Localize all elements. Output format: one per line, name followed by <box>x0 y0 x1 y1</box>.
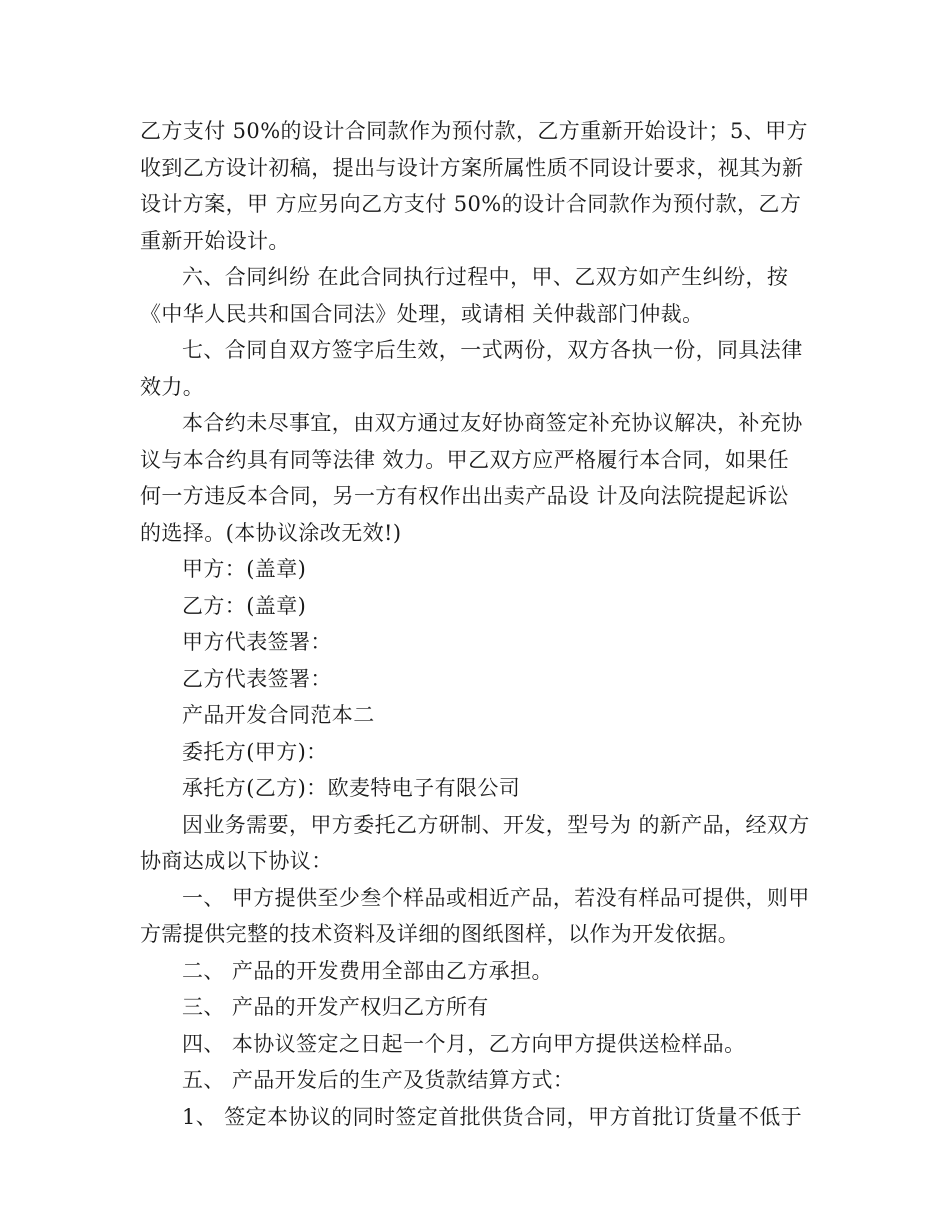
paragraph <box>140 405 820 551</box>
document-body <box>140 113 820 1135</box>
paragraph <box>140 697 820 734</box>
text-line: 何一方违反本合同，另一方有权作出出卖产品设 计及向法院提起诉讼 <box>140 484 790 508</box>
text-line: 二、 产品的开发费用全部由乙方承担。 <box>182 958 553 983</box>
text-line: 协商达成以下协议： <box>140 849 333 873</box>
text-line: 重新开始设计。 <box>140 228 290 253</box>
text-line: 方需提供完整的技术资料及详细的图纸图样，以作为开发依据。 <box>140 922 740 946</box>
paragraph <box>140 588 820 625</box>
paragraph <box>140 332 820 405</box>
paragraph <box>140 1026 820 1063</box>
paragraph <box>140 734 820 771</box>
text-line: 乙方：(盖章) <box>182 593 307 618</box>
text-line: 乙方代表签署： <box>182 666 332 691</box>
paragraph <box>140 880 820 953</box>
text-line: 五、 产品开发后的生产及货款结算方式： <box>182 1068 575 1092</box>
text-line: 本合约未尽事宜，由双方通过友好协商签定补充协议解决，补充协 <box>182 411 803 435</box>
text-line: 三、 产品的开发产权归乙方所有 <box>182 995 489 1019</box>
text-line: 产品开发合同范本二 <box>182 703 375 727</box>
text-line: 甲方代表签署： <box>182 630 332 654</box>
paragraph <box>140 259 820 332</box>
text-line: 六、合同纠纷 在此合同执行过程中，甲、乙双方如产生纠纷，按 <box>182 265 789 289</box>
text-line: 效力。 <box>140 374 205 399</box>
paragraph <box>140 953 820 990</box>
paragraph <box>140 624 820 661</box>
paragraph <box>140 113 820 259</box>
text-line: 四、 本协议签定之日起一个月，乙方向甲方提供送检样品。 <box>182 1031 746 1056</box>
paragraph <box>140 661 820 698</box>
text-line: 设计方案，甲 方应另向乙方支付 50%的设计合同款作为预付款，乙方 <box>140 192 802 216</box>
paragraph <box>140 989 820 1026</box>
paragraph <box>140 807 820 880</box>
text-line: 甲方：(盖章) <box>182 557 307 581</box>
paragraph <box>140 1062 820 1099</box>
paragraph <box>140 1099 820 1136</box>
text-line: 收到乙方设计初稿，提出与设计方案所属性质不同设计要求，视其为新 <box>140 155 804 180</box>
paragraph <box>140 551 820 588</box>
text-line: 议与本合约具有同等法律 效力。甲乙双方应严格履行本合同，如果任 <box>140 447 790 472</box>
text-line: 因业务需要，甲方委托乙方研制、开发，型号为 的新产品，经双方 <box>182 812 810 837</box>
text-line: 委托方(甲方)： <box>182 739 328 764</box>
text-line: 乙方支付 50%的设计合同款作为预付款，乙方重新开始设计；5、甲方 <box>140 119 808 143</box>
paragraph <box>140 770 820 807</box>
text-line: 七、合同自双方签字后生效，一式两份，双方各执一份，同具法律 <box>182 338 803 362</box>
text-line: 承托方(乙方)：欧麦特电子有限公司 <box>182 776 521 800</box>
text-line: 的选择。(本协议涂改无效!) <box>140 520 402 545</box>
text-line: 一、 甲方提供至少叁个样品或相近产品，若没有样品可提供，则甲 <box>182 885 810 910</box>
text-line: 《中华人民共和国合同法》处理，或请相 关仲裁部门仲裁。 <box>140 301 704 326</box>
text-line: 1、 签定本协议的同时签定首批供货合同，甲方首批订货量不低于 <box>182 1104 803 1129</box>
